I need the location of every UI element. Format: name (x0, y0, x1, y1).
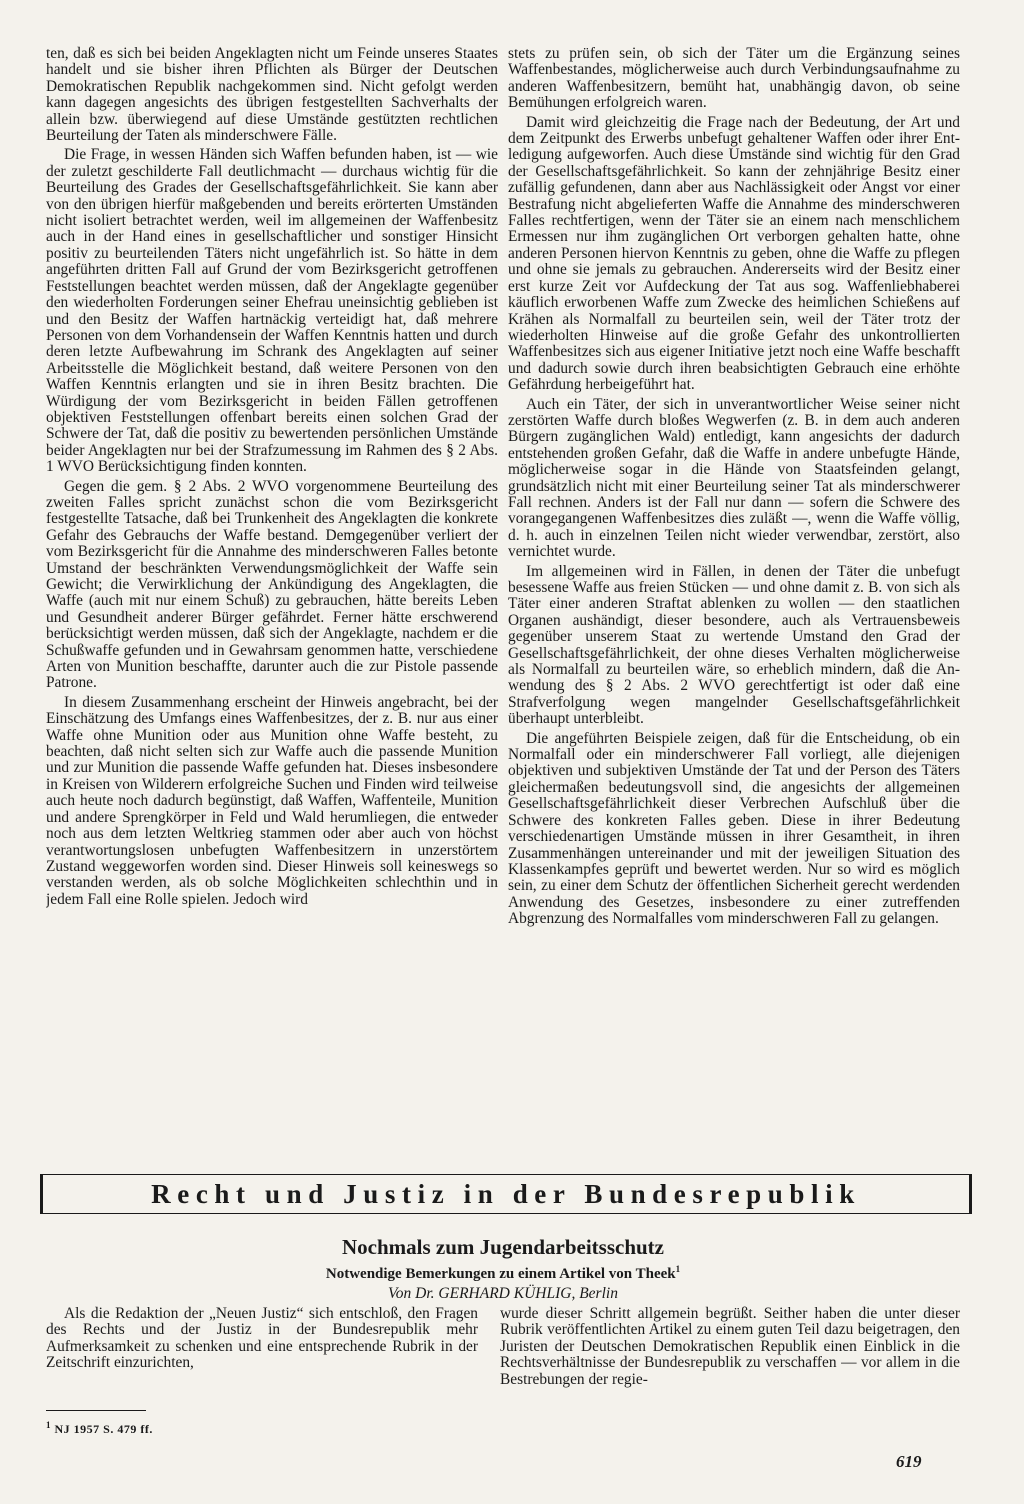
footnote-text: NJ 1957 S. 479 ff. (54, 1422, 153, 1436)
paragraph: wurde dieser Schritt allgemein begrüßt. Seither haben die unter dieser Rubrik veröffentlichten Artikel zu einem guten Teil dazu beigetragen, den Juristen der Deutschen Demokratischen Republik einen Einblick in die Rechtsverhältnisse der Bundesrepublik zu verschaffen — vor allem in die Bestrebungen der regie- (500, 1306, 960, 1388)
banner-frame-right (969, 1174, 972, 1214)
byline-prefix: Von Dr. (388, 1285, 435, 1302)
paragraph: Im allgemeinen wird in Fällen, in denen der Täter die unbefugt besessene Waffe aus freien Stücken — und ohne damit z. B. von sich als Täter einer anderen Straftat ablenken zu wollen — den staatlichen Organen aushändigt, dieser besondere, auch als Vertrauensbeweis gegenüber unserem Staat zu wertende Umstand den Grad der Gesellschaftsgefährlichkeit, der ohne dieses Verhalten möglicherweise als Normalfall zu beurteilen wäre, so erheblich mindern, daß die Anwendung des § 2 Abs. 2 WVO gerechtfertigt ist oder daß eine Strafverfolgung wegen mangelnder Gesellschaftsgefährlichkeit überhaupt unterbleibt. (508, 562, 960, 728)
footnote (46, 1420, 153, 1437)
paragraph: Die Frage, in wessen Händen sich Waffen befunden haben, ist — wie der zuletzt geschilderte Fall deutlichmacht — durchaus wichtig für die Beurteilung des Grades der Gesellschaftsgefährlichkeit. Sie kann aber von den übrigen hierfür maßgebenden und bereits erörterten Umständen nicht isoliert betrachtet werden, weil im allgemeinen der Waffenbesitz auch in der Hand eines in gesellschaftlicher und sonstiger Hinsicht positiv zu beurteilenden Täters nicht ungefährlich ist. So hätte in dem angeführten dritten Fall auf Grund der vom Bezirksgericht getroffenen Feststellungen beachtet werden müssen, daß der Angeklagte gegenüber den wiederholten Forderungen seiner Ehefrau uneinsichtig geblieben ist und den Besitz der Waffen hartnäckig verteidigt hat, daß mehrere Personen von dem Vorhandensein der Waffen Kenntnis hatten und durch deren letzte Aufbewahrung im Schrank des Angeklagten auf seiner Arbeitsstelle die Möglichkeit bestand, daß weitere Personen von den Waffen Kenntnis erlangten und sie in ihren Besitz brachten. Die Würdigung der vom Bezirksgericht in beiden Fällen getroffenen objektiven Feststellungen offenbart bereits einen solchen Grad der Schwere der Tat, daß die positiv zu bewertenden persönlichen Umstände beider Angeklagten nur bei der Strafzumessung im Rahmen des § 2 Abs. 1 WVO Berücksichtigung finden konnten. (46, 146, 498, 476)
left-column-top (46, 46, 498, 1170)
footnote-marker: 1 (46, 1420, 51, 1430)
right-column-bottom (500, 1306, 960, 1418)
article-subtitle (46, 1260, 960, 1284)
author-city: Berlin (579, 1285, 618, 1302)
right-column-top (508, 46, 960, 1170)
footnote-divider (46, 1410, 146, 1411)
page-number: 619 (896, 1452, 922, 1471)
paragraph: stets zu prüfen sein, ob sich der Täter um die Ergänzung seines Waffenbestandes, möglicherweise auch durch Verbindungsaufnahme zu anderen Waffenbesitzern, bemüht hat, unabhängig davon, ob seine Bemühungen erfolgreich waren. (508, 46, 960, 112)
article-byline: Von Dr. GERHARD KÜHLIG, Berlin (388, 1285, 618, 1302)
section-title: Recht und Justiz in der Bundesrepublik (151, 1178, 861, 1209)
paragraph: ten, daß es sich bei beiden Angeklagten nicht um Feinde unseres Staates handelt und sie bisher ihren Pflichten als Bürger der Deutschen Demokratischen Republik nachgekommen sind. Nicht gefolgt werden kann dagegen angesichts des übrigen festgestellten Sachverhalts der allein bzw. überwiegend auf diese Umstände gestützten rechtlichen Beurteilung der Taten als minderschwere Fälle. (46, 46, 498, 145)
author-name: GERHARD KÜHLIG (438, 1285, 572, 1302)
paragraph: Damit wird gleichzeitig die Frage nach der Bedeutung, der Art und dem Zeitpunkt des Erwerbs unbefugt gehaltener Waffen oder ihrer Entledigung aufgeworfen. Auch diese Umstände sind wichtig für den Grad der Gesellschaftsgefährlichkeit. So kann der zehnjährige Besitz einer zufällig gefundenen, dann aber aus Nachlässigkeit oder Angst vor einer Bestrafung nicht abgelieferten Waffe die Annahme des minderschweren Falles rechtfertigen, wenn der Täter sie an einem nach menschlichem Ermessen nur ihm zugänglichen Ort verborgen gehalten hatte, ohne anderen Personen hiervon Kenntnis zu geben, ohne die Waffe zu pflegen und ohne sie jemals zu gebrauchen. Andererseits wird der Besitz einer erst kurze Zeit vor Aufdeckung der Tat aus sog. Waffenliebhaberei käuflich erworbenen Waffe zum Zwecke des heimlichen Schießens auf Krähen als Normalfall zu beurteilen sein, weil der Täter trotz der wiederholten Hinweise auf die große Gefahr des unkontrollierten Waffenbesitzes sich aus eigener Initiative jetzt noch eine Waffe beschafft und dadurch sowie durch ihren beabsichtigten Gebrauch eine erhöhte Gefährdung herbeigeführt hat. (508, 113, 960, 394)
article-header (46, 1234, 960, 1303)
paragraph: Auch ein Täter, der sich in unverantwortlicher Weise seiner nicht zerstörten Waffe durch bloßes Wegwerfen (z. B. in dem auch anderen Bürgern zugänglichen Wald) entledigt, kann angesichts der dadurch entstehenden großen Gefahr, daß die Waffe in andere unbefugte Hände, möglicherweise sogar in die Hände von Staatsfeinden gelangt, grundsätzlich nicht mit einer Beurteilung seiner Tat als minderschwerer Fall rechnen. Anders ist der Fall nur dann — sofern die Schwere des vorangegangenen Waffenbesitzes dies zuläßt —, wenn die Waffe völlig, d. h. auch in einzelnen Teilen nicht wieder verwendbar, zerstört, also vernichtet wurde. (508, 395, 960, 561)
left-column-bottom (46, 1306, 478, 1402)
paragraph: Gegen die gem. § 2 Abs. 2 WVO vorgenommene Beurteilung des zweiten Falles spricht zunächst schon die vom Bezirksgericht festgestellte Tatsache, daß bei Trunkenheit des Angeklagten die konkrete Gefahr des Gebrauchs der Waffe bestand. Demgegenüber verliert der vom Bezirksgericht für die Annahme des minderschweren Falles betonte Umstand der beschränkten Verwendungsmöglichkeit der Waffe sein Gewicht; die Verwirklichung der Ankündigung des Angeklagten, die Waffe (auch mit nur einem Schuß) zu gebrauchen, hätte bereits Leben und Gesundheit anderer Bürger gefährdet. Ferner hätte erschwerend berücksichtigt werden müssen, daß sich der Angeklagte, nachdem er die Schußwaffe gefunden und in Gewahrsam genommen hatte, verschiedene Arten von Munition beschaffte, darunter auch die zur Pistole passende Patrone. (46, 477, 498, 692)
section-banner (40, 1170, 972, 1218)
paragraph: Die angeführten Beispiele zeigen, daß für die Entscheidung, ob ein Normalfall oder ein minderschwerer Fall vorliegt, alle diejenigen objektiven und subjektiven Umstände der Tat und der Person des Täters gleichermaßen bedeutungsvoll sind, die angesichts der allgemeinen Gesellschaftsgefährlichkeit dieser Verbrechen Aufschluß über die Schwere des konkreten Falles geben. Diese in ihrer Bedeutung verschiedenartigen Umstände müssen in ihrer Gesamtheit, in ihren Zusammenhängen untereinander und mit der jeweiligen Situation des Klassenkampfes geprüft und bewertet werden. Nur so wird es möglich sein, zu einer dem Schutz der öffentlichen Sicherheit gerecht werdenden Anwendung des Gesetzes, insbesondere zu einer zutreffenden Abgrenzung des Normalfalles vom minderschweren Fall zu gelangen. (508, 729, 960, 928)
footnote-reference: 1 (675, 1264, 681, 1274)
banner-frame-left (40, 1174, 43, 1214)
article-title: Nochmals zum Jugendarbeitsschutz (341, 1235, 664, 1259)
article-subtitle-text: Notwendige Bemerkungen zu einem Artikel von Theek (325, 1266, 676, 1282)
banner-frame-top (40, 1174, 972, 1175)
banner-frame-bottom (40, 1213, 972, 1214)
paragraph: Als die Redaktion der „Neuen Justiz“ sich entschloß, den Fragen des Rechts und der Justiz in der Bundesrepublik mehr Aufmerksamkeit zu schenken und eine entsprechende Rubrik in der Zeitschrift einzurichten, (46, 1306, 478, 1372)
paragraph: In diesem Zusammenhang erscheint der Hinweis angebracht, bei der Einschätzung des Umfangs eines Waffenbesitzes, der z. B. nur aus einer Waffe ohne Munition oder aus Munition ohne Waffe besteht, zu beachten, daß nicht selten sich zur Waffe auch die passende Munition und zur Munition die passende Waffe gefunden hat. Dieses insbesondere in Kreisen von Wilderern erfolgreiche Suchen und Finden wird teilweise auch heute noch dadurch begünstigt, daß Waffen, Waffenteile, Munition und andere Sprengkörper in Feld und Wald herumliegen, die entweder noch aus dem letzten Weltkrieg stammen oder aber auch von höchst verantwortungslosen unbefugten Waffenbesitzern in unzerstörtem Zustand weggeworfen worden sind. Dieser Hinweis soll keineswegs so verstanden werden, als ob solche Möglichkeiten schlechthin und in jedem Fall eine Rolle spielen. Jedoch wird (46, 693, 498, 908)
